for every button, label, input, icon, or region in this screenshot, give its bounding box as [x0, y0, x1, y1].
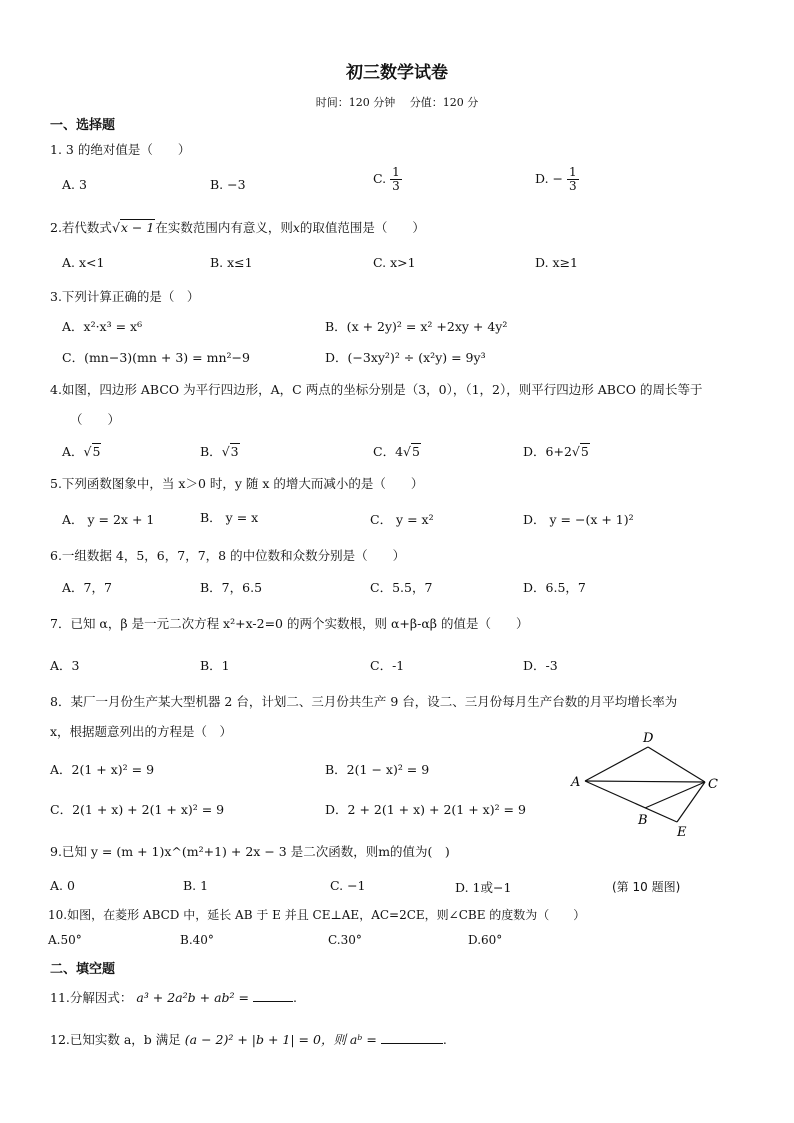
question-9-option-b: B. 1 [183, 878, 209, 893]
fraction [390, 166, 402, 193]
option-letter: A． [62, 444, 84, 459]
expression: (a − 2)² + |b + 1| = 0，则 aᵇ = [184, 1032, 377, 1047]
question-5-option-a: A． y = 2x + 1 [62, 512, 155, 527]
sqrt-symbol: √ [83, 444, 92, 459]
stem-part: 的取值范围是（ ） [299, 220, 425, 235]
question-6-option-a: A．7，7 [62, 580, 112, 595]
segment-ac [585, 781, 705, 782]
stem-part: 在实数范围内有意义，则 [155, 220, 293, 235]
question-8-stem-line2: x，根据题意列出的方程是（ ） [50, 724, 233, 739]
question-2-option-c: C. x>1 [373, 255, 416, 270]
variable: x [292, 220, 300, 235]
question-3-option-c: C．(mn−3)(mn + 3) = mn²−9 [62, 350, 250, 365]
stem-part: 11.分解因式： [50, 990, 133, 1005]
answer-blank[interactable] [381, 1031, 443, 1044]
section-fill: 二、填空题 [50, 962, 116, 977]
question-5-option-b: B． y = x [200, 510, 259, 525]
question-5-option-c: C． y = x² [370, 512, 434, 527]
stem-end: . [442, 1032, 447, 1047]
question-10-option-a: A.50° [48, 933, 82, 947]
question-3-option-d: D．(−3xy²)² ÷ (x²y) = 9y³ [325, 350, 486, 365]
radicand: 5 [92, 444, 101, 459]
question-1-option-d [535, 166, 579, 193]
question-4-option-c [373, 442, 421, 460]
question-2-stem [50, 218, 425, 236]
question-2-option-d: D. x≥1 [535, 255, 578, 270]
question-4-stem-line2: （ ） [70, 412, 121, 427]
question-2-option-b: B. x≤1 [210, 255, 253, 270]
fraction [567, 166, 579, 193]
denominator: 3 [568, 179, 577, 194]
question-9-option-c: C. −1 [330, 878, 366, 893]
section-choice: 一、选择题 [50, 118, 116, 133]
expression: a³ + 2a²b + ab² = [136, 990, 250, 1005]
numerator: 1 [568, 165, 577, 179]
question-11 [50, 988, 297, 1006]
question-4-option-b [200, 442, 240, 460]
question-1-option-c [373, 166, 402, 193]
sqrt-symbol: √ [111, 220, 120, 235]
question-6-stem: 6.一组数据 4，5，6，7，7，8 的中位数和众数分别是（ ） [50, 548, 406, 563]
question-5-stem: 5.下列函数图象中，当 x＞0 时，y 随 x 的增大而减小的是（ ） [50, 476, 424, 491]
question-3-option-b: B．(x + 2y)² = x² +2xy + 4y² [325, 319, 508, 334]
radicand: 3 [230, 444, 239, 459]
label-e: E [677, 825, 687, 840]
segment-ad [585, 747, 648, 781]
label-a: A [571, 775, 581, 790]
question-6-option-c: C．5.5，7 [370, 580, 433, 595]
question-9-stem: 9.已知 y = (m + 1)x^(m²+1) + 2x − 3 是二次函数，则m的值为( ) [50, 844, 450, 859]
question-1-option-a: A. 3 [62, 177, 87, 192]
question-10-stem: 10.如图，在菱形 ABCD 中，延长 AB 于 E 并且 CE⊥AE，AC=2CE，则∠CBE 的度数为（ ） [48, 908, 586, 922]
page-title: 初三数学试卷 [346, 63, 448, 83]
sqrt-symbol: √ [403, 444, 411, 459]
sqrt-symbol: √ [571, 444, 580, 459]
question-2-option-a: A. x<1 [62, 255, 105, 270]
question-7-option-a: A．3 [50, 658, 80, 673]
question-9-option-d: D. 1或−1 [455, 880, 512, 895]
label-b: B [638, 813, 648, 828]
label-d: D [643, 732, 654, 746]
radicand: 5 [412, 444, 420, 459]
option-letter: C. [373, 171, 387, 187]
question-7-option-b: B．1 [200, 658, 230, 673]
figure-caption: (第 10 题图) [612, 880, 681, 894]
question-8-stem-line1: 8．某厂一月份生产某大型机器 2 台，计划二、三月份共生产 9 台，设二、三月份每月生产台数的月平均增长率为 [50, 694, 678, 709]
question-6-option-b: B．7，6.5 [200, 580, 263, 595]
question-10-option-b: B.40° [180, 933, 214, 947]
question-10-option-d: D.60° [468, 933, 503, 947]
question-7-option-c: C．-1 [370, 658, 405, 673]
question-8-option-c: C．2(1 + x) + 2(1 + x)² = 9 [50, 802, 225, 817]
question-8-option-a: A．2(1 + x)² = 9 [50, 762, 155, 777]
rhombus-figure [565, 732, 725, 842]
numerator: 1 [392, 165, 400, 179]
exam-info: 时间：120 分钟 分值：120 分 [315, 96, 479, 109]
segment-dc [648, 747, 705, 782]
question-3-option-a: A．x²·x³ = x⁶ [62, 319, 143, 334]
question-6-option-d: D．6.5，7 [523, 580, 586, 595]
question-7-stem: 7．已知 α，β 是一元二次方程 x²+x-2=0 的两个实数根，则 α+β-αβ 的值是（ ） [50, 616, 529, 631]
question-1-stem: 1. 3 的绝对值是（ ） [50, 142, 191, 157]
stem-part: 12.已知实数 a，b 满足 [50, 1032, 181, 1047]
segment-ae [585, 781, 677, 822]
question-8-option-d: D．2 + 2(1 + x) + 2(1 + x)² = 9 [325, 802, 526, 817]
stem-end: . [293, 990, 297, 1005]
option-letter: D. − [535, 171, 563, 187]
question-12 [50, 1030, 447, 1048]
option-letter: D．6+2 [523, 444, 572, 459]
radicand: 5 [580, 444, 589, 459]
question-8-option-b: B．2(1 − x)² = 9 [325, 762, 430, 777]
answer-blank[interactable] [253, 989, 293, 1002]
question-1-option-b: B. −3 [210, 177, 246, 192]
question-3-stem: 3.下列计算正确的是（ ） [50, 289, 200, 304]
question-7-option-d: D．-3 [523, 658, 558, 673]
denominator: 3 [392, 179, 400, 194]
question-4-option-d [523, 442, 590, 460]
label-c: C [708, 777, 718, 792]
sqrt-symbol: √ [221, 444, 230, 459]
radicand: x − 1 [120, 220, 155, 235]
stem-part: 2.若代数式 [50, 220, 112, 235]
question-5-option-d: D． y = −(x + 1)² [523, 512, 634, 527]
question-9-option-a: A. 0 [50, 878, 75, 893]
question-10-option-c: C.30° [328, 933, 362, 947]
option-letter: B． [200, 444, 222, 459]
question-4-option-a [62, 442, 101, 460]
option-letter: C．4 [373, 444, 404, 459]
question-4-stem-line1: 4.如图，四边形 ABCO 为平行四边形，A，C 两点的坐标分别是（3，0），（1，2），则平行四边形 ABCO 的周长等于 [50, 382, 703, 397]
